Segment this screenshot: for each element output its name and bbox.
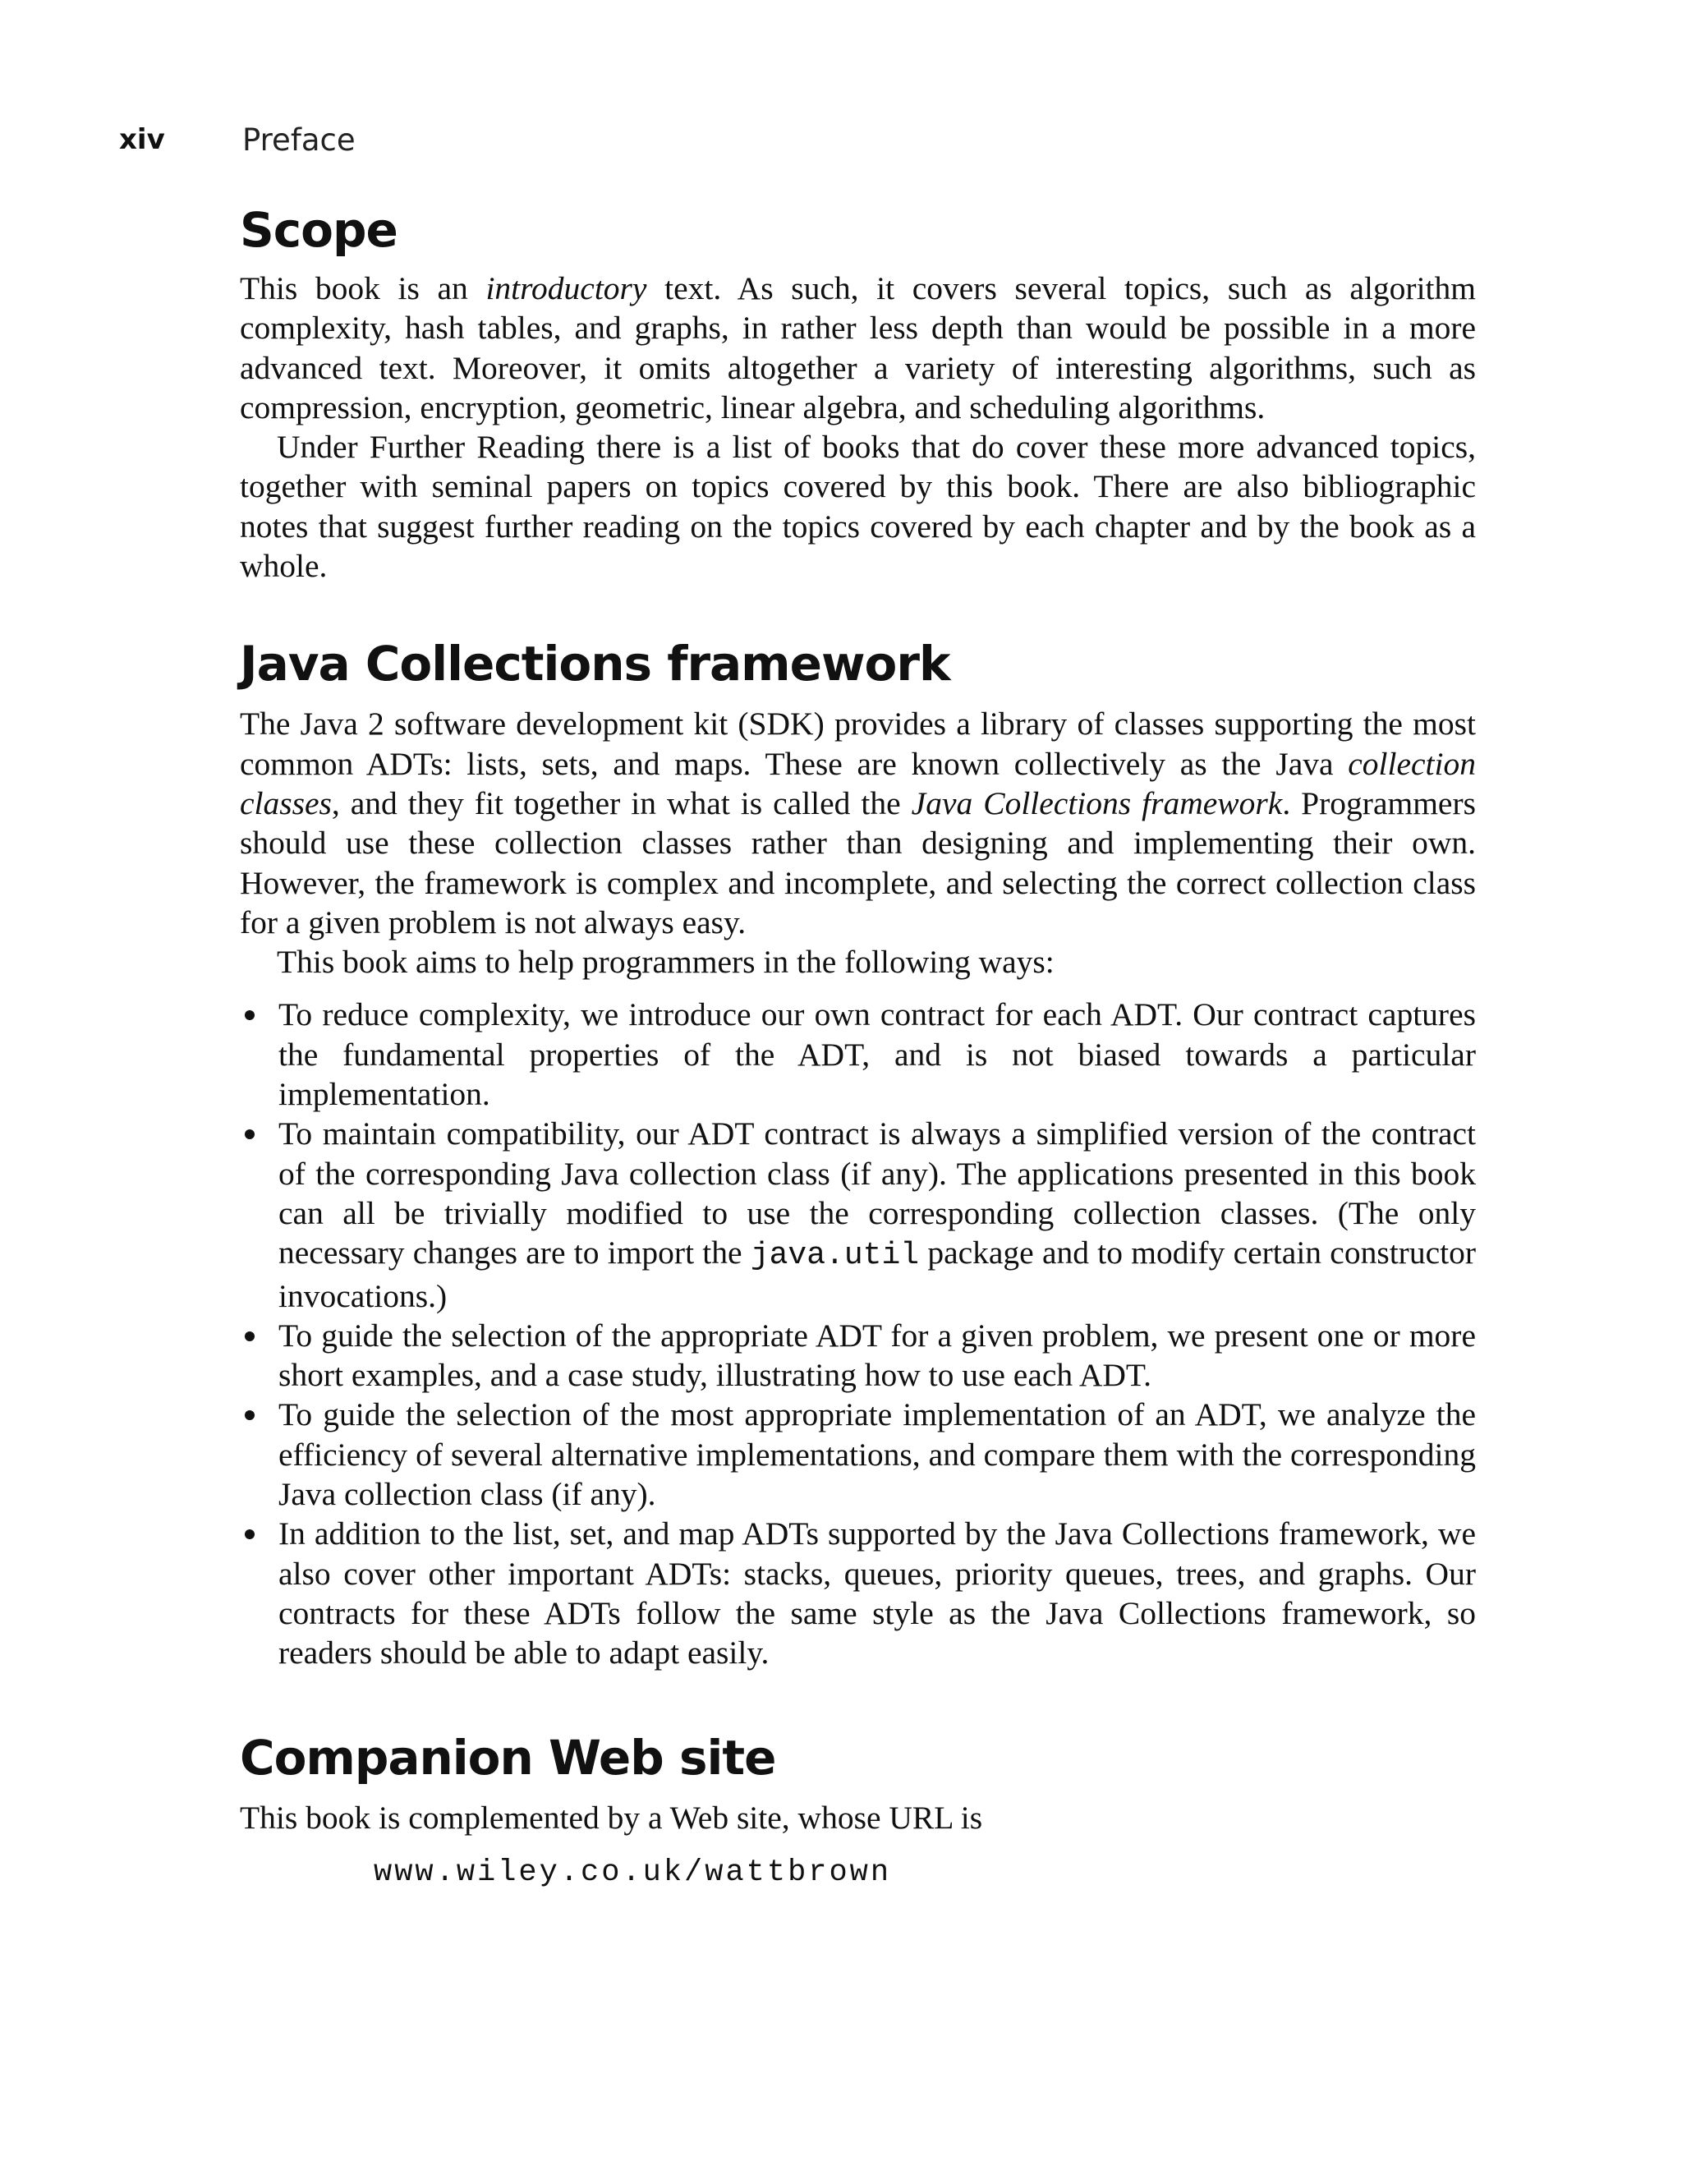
list-item: To guide the selection of the most appropriate implementation of an ADT, we analyze the efficiency of several alternative implementations, and compare them with the corresponding Java collection class (if any). bbox=[240, 1395, 1476, 1514]
list-item bbox=[240, 1114, 1476, 1315]
text-run: text. As such, it covers several topics, such as algorithm complexity, hash tables, and graphs, in rather less depth than would be possible in a more advanced text. Moreover, it omits altogether a variety of interesting algorithms, such as compression, encryption, geometric, linear algebra, and scheduling algorithms. bbox=[240, 270, 1476, 425]
java-paragraph-2: This book aims to help programmers in the following ways: bbox=[277, 944, 1055, 981]
code-java-util: java.util bbox=[750, 1238, 920, 1274]
bullet-list bbox=[240, 995, 1476, 1672]
text-run: , and they fit together in what is called the bbox=[331, 784, 912, 821]
text-run: To maintain compatibility, our ADT contract is always a simplified version of the contract of the corresponding Java collection class (if any). The applications presented in this book can all be trivially modified to use the corresponding collection classes. (The only necessary changes are to import the bbox=[278, 1115, 1476, 1271]
text-run: . Programmers should use these collection classes rather than designing and implementing their own. However, the framework is complex and incomplete, and selecting the correct collection class for a given problem is not always easy. bbox=[240, 784, 1476, 940]
scope-paragraph-1 bbox=[240, 269, 1476, 427]
emphasis-collection-classes: collection classes bbox=[240, 745, 1476, 821]
companion-paragraph-1: This book is complemented by a Web site, whose URL is bbox=[240, 1799, 983, 1836]
list-item: In addition to the list, set, and map ADTs supported by the Java Collections framework, we also cover other important ADTs: stacks, queues, priority queues, trees, and graphs. Our contracts for these ADTs follow the same style as the Java Collections framework, so readers should be able to adapt easily. bbox=[240, 1514, 1476, 1672]
emphasis-collections-framework: Java Collections framework bbox=[911, 784, 1283, 821]
text-run: This book is an bbox=[240, 270, 486, 306]
text-run: The Java 2 software development kit (SDK) provides a library of classes supporting the most common ADTs: lists, sets, and maps. These are known collectively as the Java bbox=[240, 706, 1476, 782]
page-content bbox=[240, 201, 1476, 1890]
list-item: To reduce complexity, we introduce our own contract for each ADT. Our contract captures the fundamental properties of the ADT, and is not biased towards a particular implementation. bbox=[240, 995, 1476, 1114]
emphasis-introductory: introductory bbox=[485, 270, 647, 306]
section-heading-java-collections: Java Collections framework bbox=[240, 636, 950, 692]
section-heading-companion-web-site: Companion Web site bbox=[240, 1729, 776, 1786]
running-head bbox=[119, 115, 356, 164]
section-heading-scope: Scope bbox=[240, 202, 398, 258]
scope-paragraph-2: Under Further Reading there is a list of books that do cover these more advanced topics, together with seminal papers on topics covered by this book. There are also bibliographic notes that suggest further reading on the topics covered by each chapter and by the book as a whole. bbox=[240, 429, 1476, 585]
text-run: package and to modify certain constructor invocations.) bbox=[278, 1235, 1476, 1314]
java-paragraph-1 bbox=[240, 704, 1476, 942]
page-number: xiv bbox=[119, 123, 165, 156]
list-item: To guide the selection of the appropriate ADT for a given problem, we present one or more short examples, and a case study, illustrating how to use each ADT. bbox=[240, 1316, 1476, 1395]
companion-url: www.wiley.co.uk/wattbrown bbox=[374, 1855, 892, 1890]
running-title: Preface bbox=[242, 122, 356, 158]
